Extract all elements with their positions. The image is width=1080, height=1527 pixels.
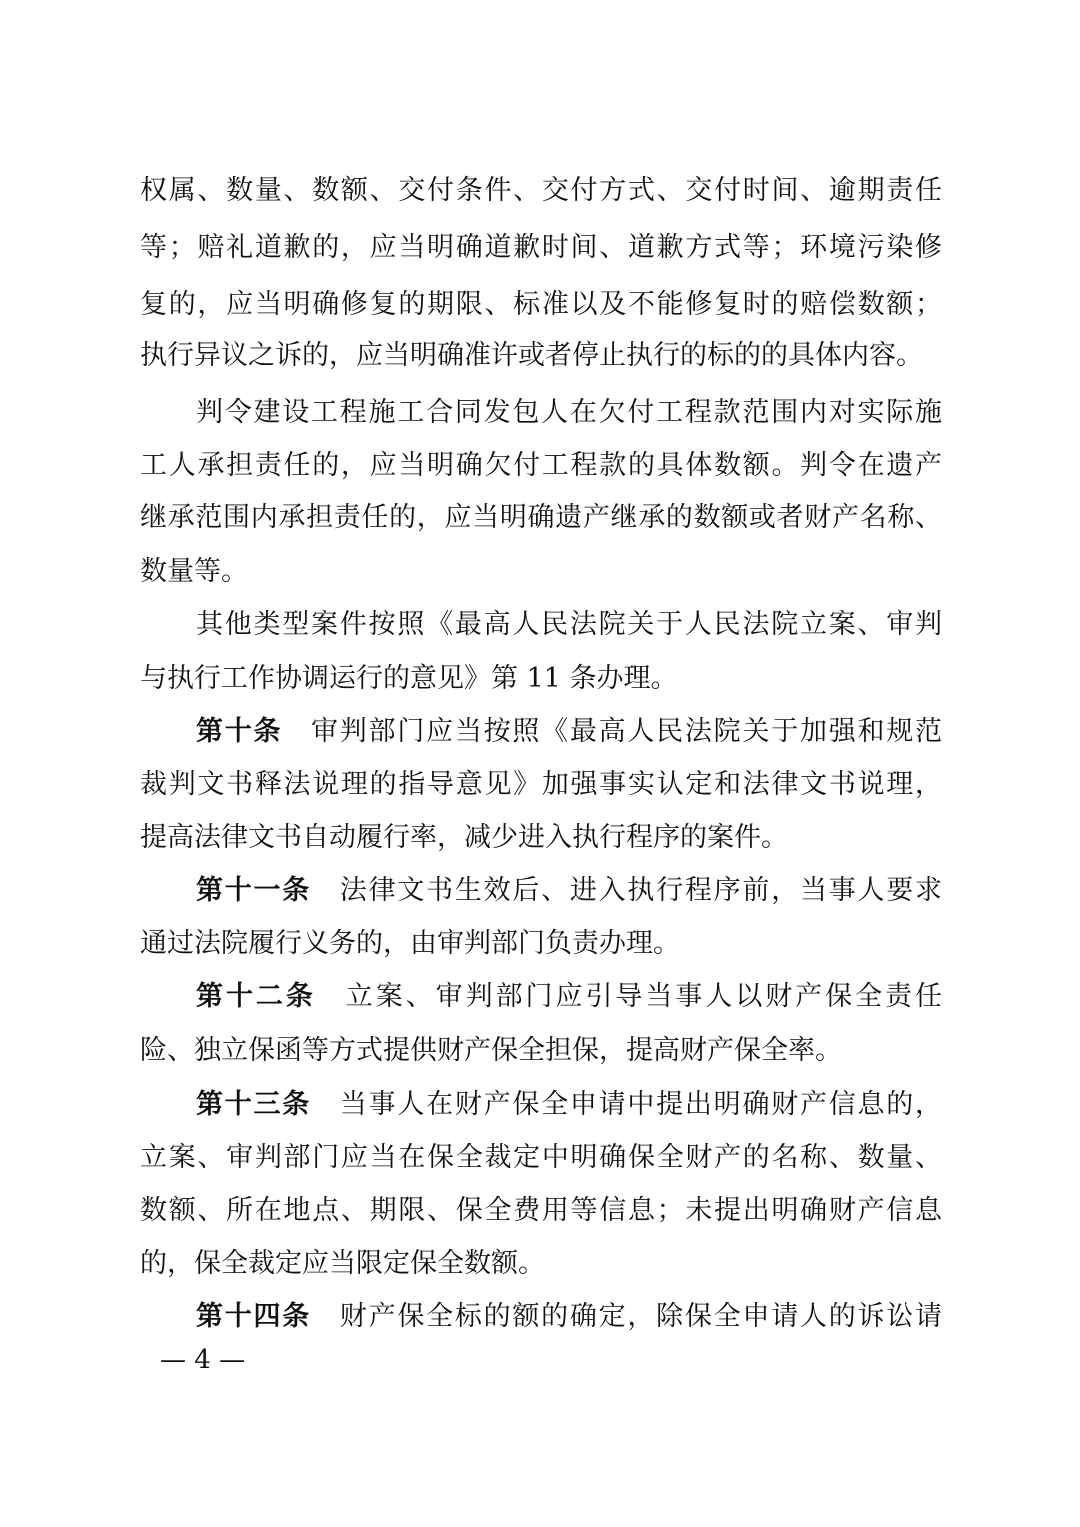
article-heading: 第十二条 xyxy=(196,981,316,1012)
article-heading: 第十条 xyxy=(196,716,283,747)
text-line: 立案、审判部门应当在保全裁定中明确保全财产的名称、数量、 xyxy=(140,1142,942,1173)
text-line: 数额、所在地点、期限、保全费用等信息；未提出明确财产信息 xyxy=(140,1195,942,1226)
text-line: 与执行工作协调运行的意见》第 11 条办理。 xyxy=(140,663,678,694)
article-heading: 第十一条 xyxy=(196,875,312,906)
text-line: 其他类型案件按照《最高人民法院关于人民法院立案、审判 xyxy=(196,609,942,640)
text-line: 裁判文书释法说理的指导意见》加强事实认定和法律文书说理， xyxy=(140,769,942,800)
text-line: 判令建设工程施工合同发包人在欠付工程款范围内对实际施 xyxy=(196,397,942,428)
text-line: 继承范围内承担责任的，应当明确遗产继承的数额或者财产名称、 xyxy=(140,502,942,533)
text-line: 工人承担责任的，应当明确欠付工程款的具体数额。判令在遗产 xyxy=(140,450,942,481)
article-12-line: 第十二条 立案、审判部门应引导当事人以财产保全责任 xyxy=(196,981,943,1012)
article-heading: 第十三条 xyxy=(196,1089,312,1120)
text-line: 提高法律文书自动履行率，减少进入执行程序的案件。 xyxy=(140,822,788,853)
text-line: 数量等。 xyxy=(140,556,248,587)
article-heading: 第十四条 xyxy=(196,1301,312,1332)
article-14-line: 第十四条 财产保全标的额的确定，除保全申请人的诉讼请 xyxy=(196,1301,943,1332)
text-line: 险、独立保函等方式提供财产保全担保，提高财产保全率。 xyxy=(140,1035,842,1066)
text-line: 复的，应当明确修复的期限、标准以及不能修复时的赔偿数额； xyxy=(140,289,942,320)
text-line: 通过法院履行义务的，由审判部门负责办理。 xyxy=(140,928,680,959)
text-line: 的，保全裁定应当限定保全数额。 xyxy=(140,1248,545,1279)
article-11-line: 第十一条 法律文书生效后、进入执行程序前，当事人要求 xyxy=(196,875,943,906)
text-line: 执行异议之诉的，应当明确准许或者停止执行的标的的具体内容。 xyxy=(140,340,923,371)
article-13-line: 第十三条 当事人在财产保全申请中提出明确财产信息的， xyxy=(196,1089,943,1120)
text-line: 权属、数量、数额、交付条件、交付方式、交付时间、逾期责任 xyxy=(140,175,942,206)
article-10-line: 第十条 审判部门应当按照《最高人民法院关于加强和规范 xyxy=(196,716,943,747)
page-number: — 4 — xyxy=(160,1345,246,1375)
text-line: 等；赔礼道歉的，应当明确道歉时间、道歉方式等；环境污染修 xyxy=(140,232,942,263)
